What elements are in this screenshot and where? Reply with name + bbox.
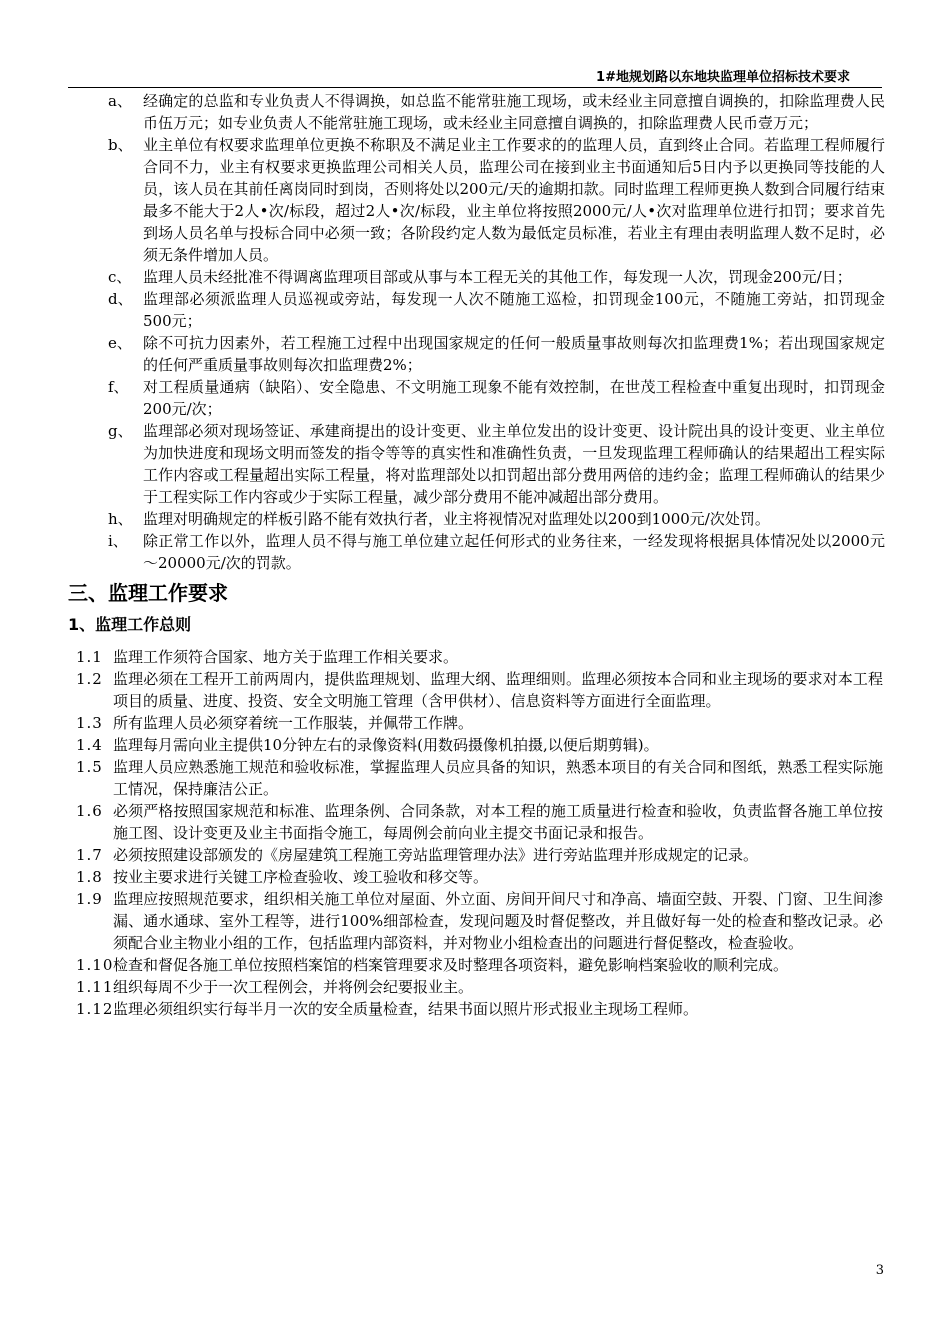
penalty-list — [68, 90, 890, 574]
section-heading: 三、监理工作要求 — [68, 581, 228, 605]
rule-item-label: 1.1 — [76, 648, 103, 666]
penalty-item-text: 监理部必须对现场签证、承建商提出的设计变更、业主单位发出的设计变更、设计院出具的设计变更、业主单位为加快进度和现场文明而签发的指令等等的真实性和准确性负责，一旦发现监理工程师确认的结果超出工程实际工作内容或工程量超出实际工程量，将对监理部处以扣罚超出部分费用两倍的违约金；监理工程师确认的结果少于工程实际工作内容或少于实际工程量，减少部分费用不能冲减超出部分费用。 — [143, 422, 885, 506]
penalty-item-text: 除正常工作以外，监理人员不得与施工单位建立起任何形式的业务往来，一经发现将根据具体情况处以2000元～20000元/次的罚款。 — [143, 532, 885, 572]
rule-item — [68, 844, 890, 866]
rule-item — [68, 734, 890, 756]
rule-item-label: 1.8 — [76, 868, 103, 886]
rule-item-text: 监理人员应熟悉施工规范和验收标准，掌握监理人员应具备的知识，熟悉本项目的有关合同和图纸，熟悉工程实际施工情况，保持廉洁公正。 — [113, 758, 883, 798]
rule-item-label: 1.5 — [76, 758, 103, 776]
penalty-item-label: c、 — [108, 268, 132, 286]
rule-item — [68, 866, 890, 888]
penalty-item — [68, 134, 890, 266]
penalty-item-text: 业主单位有权要求监理单位更换不称职及不满足业主工作要求的的监理人员，直到终止合同。若监理工程师履行合同不力，业主有权要求更换监理公司相关人员，监理公司在接到业主书面通知后5日内予以更换同等技能的人员，该人员在其前任离岗同时到岗，否则将处以200元/天的逾期扣款。同时监理工程师更换人数到合同履行结束最多不能大于2人•次/标段，超过2人•次/标段，业主单位将按照2000元/人•次对监理单位进行扣罚；要求首先到场人员名单与投标合同中必须一致；各阶段约定人数为最低定员标准，若业主有理由表明监理人数不足时，必须无条件增加人员。 — [143, 136, 885, 264]
penalty-item — [68, 420, 890, 508]
rule-item — [68, 668, 890, 712]
penalty-item-label: e、 — [108, 334, 132, 352]
rule-item — [68, 712, 890, 734]
rule-list — [68, 646, 890, 1020]
page-body — [68, 90, 890, 1020]
rule-item-label: 1.11 — [76, 978, 114, 996]
penalty-item — [68, 266, 890, 288]
rule-item-text: 监理每月需向业主提供10分钟左右的录像资料(用数码摄像机拍摄,以便后期剪辑)。 — [113, 736, 659, 754]
rule-item — [68, 646, 890, 668]
rule-item-label: 1.6 — [76, 802, 103, 820]
penalty-item — [68, 90, 890, 134]
rule-item-text: 必须按照建设部颁发的《房屋建筑工程施工旁站监理管理办法》进行旁站监理并形成规定的记录。 — [113, 846, 759, 864]
rule-item-label: 1.2 — [76, 670, 103, 688]
penalty-item — [68, 530, 890, 574]
penalty-item-label: i、 — [108, 532, 128, 550]
rule-item-label: 1.4 — [76, 736, 103, 754]
page-number: 3 — [875, 1263, 884, 1278]
penalty-item-label: d、 — [108, 290, 133, 308]
rule-item — [68, 800, 890, 844]
penalty-item-label: a、 — [108, 92, 132, 110]
rule-item-label: 1.3 — [76, 714, 103, 732]
rule-item-text: 监理应按照规范要求，组织相关施工单位对屋面、外立面、房间开间尺寸和净高、墙面空鼓、开裂、门窗、卫生间渗漏、通水通球、室外工程等，进行100%细部检查，发现问题及时督促整改，并且做好每一处的检查和整改记录。必须配合业主物业小组的工作，包括监理内部资料，并对物业小组检查出的问题进行督促整改，检查验收。 — [113, 890, 883, 952]
penalty-item-text: 除不可抗力因素外，若工程施工过程中出现国家规定的任何一般质量事故则每次扣监理费1%；若出现国家规定的任何严重质量事故则每次扣监理费2%； — [143, 334, 885, 374]
rule-item-label: 1.12 — [76, 1000, 114, 1018]
subsection-heading: 1、监理工作总则 — [68, 615, 192, 634]
penalty-item-label: b、 — [108, 136, 133, 154]
penalty-item-text: 监理部必须派监理人员巡视或旁站，每发现一人次不随施工巡检，扣罚现金100元，不随施工旁站，扣罚现金500元； — [143, 290, 885, 330]
penalty-item — [68, 288, 890, 332]
penalty-item-label: h、 — [108, 510, 133, 528]
rule-item-label: 1.10 — [76, 956, 114, 974]
rule-item-label: 1.7 — [76, 846, 103, 864]
penalty-item-text: 对工程质量通病（缺陷）、安全隐患、不文明施工现象不能有效控制，在世茂工程检查中重复出现时，扣罚现金200元/次； — [143, 378, 885, 418]
penalty-item-label: g、 — [108, 422, 133, 440]
rule-item-text: 所有监理人员必须穿着统一工作服装，并佩带工作牌。 — [113, 714, 474, 732]
rule-item-text: 组织每周不少于一次工程例会，并将例会纪要报业主。 — [113, 978, 474, 996]
penalty-item — [68, 508, 890, 530]
penalty-item-text: 经确定的总监和专业负责人不得调换，如总监不能常驻施工现场，或未经业主同意擅自调换的，扣除监理费人民币伍万元；如专业负责人不能常驻施工现场，或未经业主同意擅自调换的，扣除监理费人民币壹万元； — [143, 92, 885, 132]
rule-item-text: 监理必须组织实行每半月一次的安全质量检查，结果书面以照片形式报业主现场工程师。 — [113, 1000, 699, 1018]
rule-item — [68, 998, 890, 1020]
rule-item — [68, 976, 890, 998]
header-rule — [68, 87, 882, 88]
rule-item — [68, 888, 890, 954]
rule-item-text: 监理工作须符合国家、地方关于监理工作相关要求。 — [113, 648, 459, 666]
penalty-item — [68, 332, 890, 376]
rule-item-text: 监理必须在工程开工前两周内，提供监理规划、监理大纲、监理细则。监理必须按本合同和业主现场的要求对本工程项目的质量、进度、投资、安全文明施工管理（含甲供材）、信息资料等方面进行全面监理。 — [113, 670, 883, 710]
penalty-item-text: 监理对明确规定的样板引路不能有效执行者，业主将视情况对监理处以200到1000元/次处罚。 — [143, 510, 770, 528]
rule-item — [68, 756, 890, 800]
rule-item-text: 检查和督促各施工单位按照档案馆的档案管理要求及时整理各项资料，避免影响档案验收的顺利完成。 — [113, 956, 789, 974]
penalty-item-text: 监理人员未经批准不得调离监理项目部或从事与本工程无关的其他工作，每发现一人次，罚现金200元/日； — [143, 268, 852, 286]
rule-item-text: 必须严格按照国家规范和标准、监理条例、合同条款，对本工程的施工质量进行检查和验收，负责监督各施工单位按施工图、设计变更及业主书面指令施工，每周例会前向业主提交书面记录和报告。 — [113, 802, 883, 842]
rule-item-text: 按业主要求进行关键工序检查验收、竣工验收和移交等。 — [113, 868, 489, 886]
running-header: 1#地规划路以东地块监理单位招标技术要求 — [596, 70, 850, 85]
rule-item-label: 1.9 — [76, 890, 103, 908]
rule-item — [68, 954, 890, 976]
penalty-item — [68, 376, 890, 420]
penalty-item-label: f、 — [108, 378, 129, 396]
